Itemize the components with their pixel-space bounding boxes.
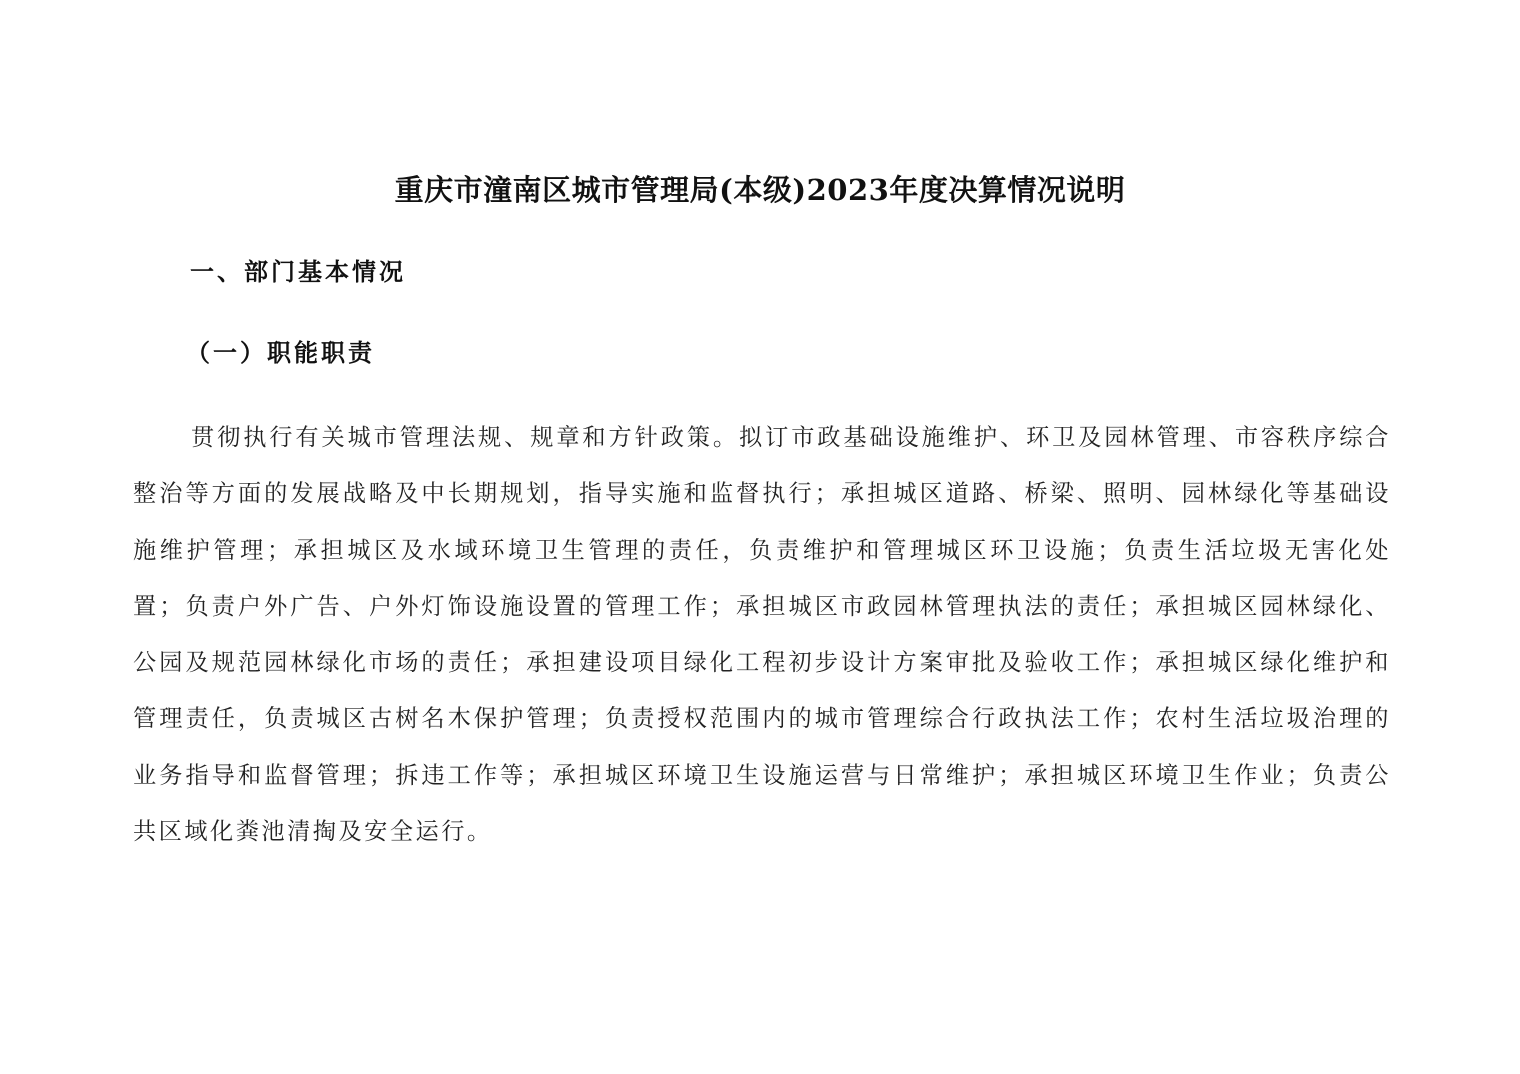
- document-title: 重庆市潼南区城市管理局(本级)2023年度决算情况说明: [394, 173, 1126, 207]
- duties-paragraph: 贯彻执行有关城市管理法规、规章和方针政策。拟订市政基础设施维护、环卫及园林管理、市容秩序综合整治等方面的发展战略及中长期规划，指导实施和监督执行；承担城区道路、桥梁、照明、园林绿化等基础设施维护管理；承担城区及水域环境卫生管理的责任，负责维护和管理城区环卫设施；负责生活垃圾无害化处置；负责户外广告、户外灯饰设施设置的管理工作；承担城区市政园林管理执法的责任；承担城区园林绿化、公园及规范园林绿化市场的责任；承担建设项目绿化工程初步设计方案审批及验收工作；承担城区绿化维护和管理责任，负责城区古树名木保护管理；负责授权范围内的城市管理综合行政执法工作；农村生活垃圾治理的业务指导和监督管理；拆违工作等；承担城区环境卫生设施运营与日常维护；承担城区环境卫生作业；负责公共区域化粪池清掏及安全运行。: [133, 424, 1391, 846]
- subsection-heading-duties: （一）职能职责: [186, 338, 375, 367]
- section-heading-basic-info: 一、部门基本情况: [190, 257, 406, 286]
